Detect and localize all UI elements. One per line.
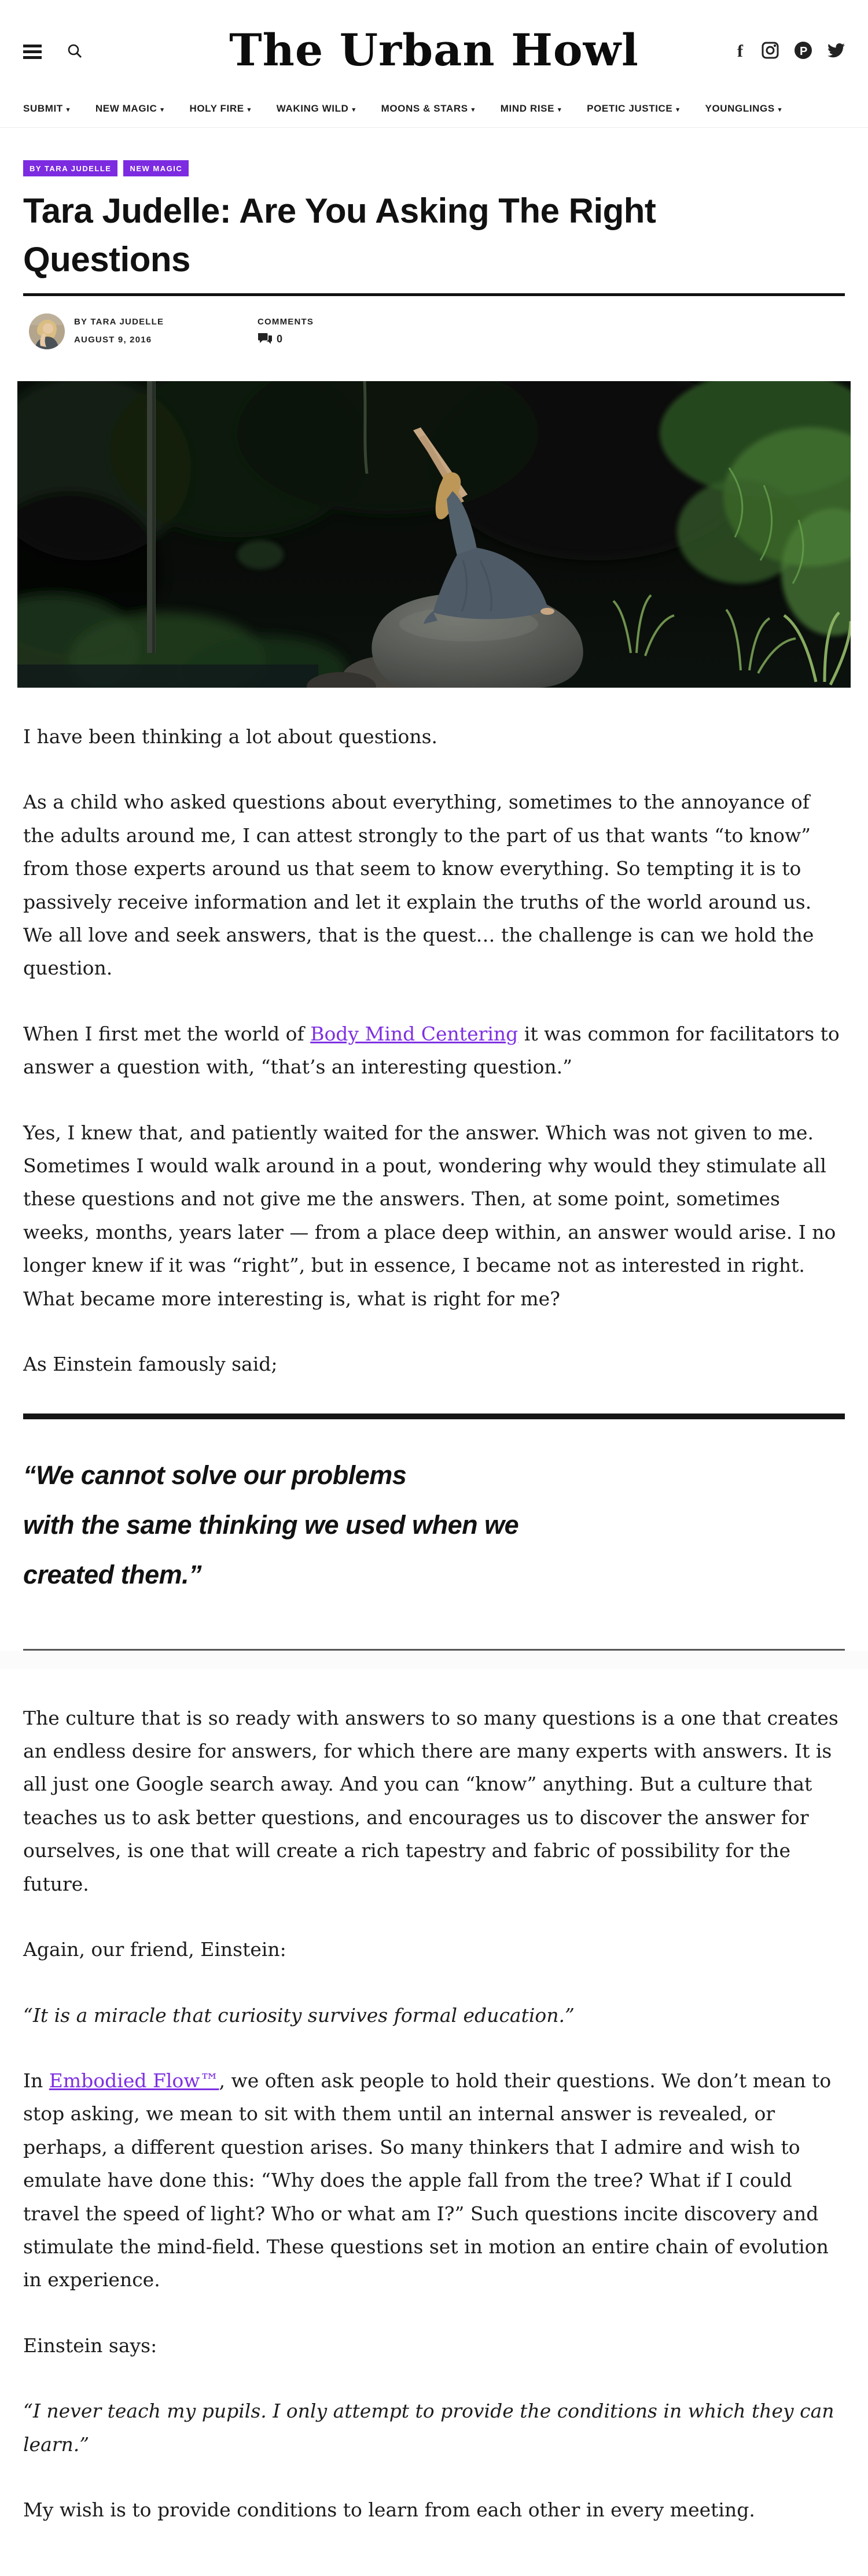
paragraph: I have been thinking a lot about questions. [23,725,437,748]
pull-quote-line: with the same thinking we used when we [23,1510,519,1540]
chevron-down-icon: ▾ [778,106,782,113]
pinterest-icon[interactable] [794,41,812,62]
chevron-down-icon: ▾ [352,106,356,113]
byline-author[interactable]: BY TARA JUDELLE [74,317,164,327]
body-mind-centering-link[interactable]: Body Mind Centering [310,1022,518,1045]
paragraph: Einstein says: [23,2334,157,2357]
instagram-icon[interactable] [762,42,779,62]
avatar[interactable] [29,313,65,349]
social-links [736,41,845,62]
paragraph: Again, our friend, Einstein: [23,1938,286,1961]
paragraph: My wish is to provide conditions to learn from each other in every meeting. [23,2498,755,2521]
badges [23,160,845,176]
pull-quote [23,1414,845,1651]
paragraph: In Embodied Flow™, we often ask people to hold their questions. We don’t mean to stop asking, we mean to sit with them until an internal answer is revealed, or perhaps, a different question arises. So many thinkers that I admire and wish to emulate have done this: “Why does the apple fall from the tree? What if I could travel the speed of light? Who or what am I?” Such questions incite discovery and stimulate the mind-field. These questions set in motion an entire chain of evolution in experience. [23,2069,832,2291]
site-header [0,0,868,103]
svg-text:P: P [800,45,808,58]
site-logo[interactable]: The Urban Howl [229,24,639,76]
comments-label: COMMENTS [258,317,314,327]
twitter-icon[interactable] [827,42,845,62]
comments-count: 0 [277,333,283,345]
article [0,160,868,2576]
paragraph: The culture that is so ready with answers to so many questions is a one that creates an endless desire for answers, for which there are many experts with answers. It is all just one Google search away. And you can “know” anything. But a culture that teaches us to ask better questions, and encourages us to discover the answer for ourselves, is one that will create a rich tapestry and fabric of possibility for the future. [23,1706,838,1895]
post-body [23,720,845,1381]
paragraph: As Einstein famously said; [23,1353,278,1376]
post-body-continued [23,1702,845,2527]
comments-block [258,317,314,345]
byline-date: AUGUST 9, 2016 [74,335,152,345]
chevron-down-icon: ▾ [66,106,70,113]
paragraph: Yes, I knew that, and patiently waited for the answer. Which was not given to me. Sometimes I would walk around in a pout, wondering why would they stimulate all these questions and not give me the answers. Then, at some point, sometimes weeks, months, years later — from a place deep within, an answer would arise. I no longer knew if it was “right”, but in essence, I became not as interested in right. What became more interesting is, what is right for me? [23,1121,836,1310]
nav-item-moons-stars[interactable]: MOONS & STARS ▾ [381,103,475,114]
page-title: Tara Judelle: Are You Asking The Right Questions [23,191,656,279]
inline-quote: “It is a miracle that curiosity survives formal education.” [23,2003,575,2027]
chevron-down-icon: ▾ [471,106,475,113]
badge-category[interactable]: NEW MAGIC [123,160,189,176]
svg-text:f: f [737,41,743,59]
nav-item-new-magic[interactable]: NEW MAGIC ▾ [95,103,164,114]
nav-item-mind-rise[interactable]: MIND RISE ▾ [500,103,562,114]
chevron-down-icon: ▾ [247,106,251,113]
nav-item-submit[interactable]: SUBMIT ▾ [23,103,70,114]
nav-item-holy-fire[interactable]: HOLY FIRE ▾ [189,103,251,114]
comments-link[interactable] [258,333,314,345]
chevron-down-icon: ▾ [558,106,562,113]
nav-item-waking-wild[interactable]: WAKING WILD ▾ [276,103,356,114]
nav-item-younglings[interactable]: YOUNGLINGS ▾ [705,103,782,114]
chevron-down-icon: ▾ [160,106,164,113]
inline-quote: “I never teach my pupils. I only attempt to provide the conditions in which they can learn.” [23,2400,834,2456]
byline [23,313,845,355]
title-rule [23,293,845,296]
hero-image [17,381,851,688]
end-padding [23,2559,845,2576]
paragraph: As a child who asked questions about everything, sometimes to the annoyance of the adults around me, I can attest strongly to the part of us that wants “to know” from those experts around us that seem to know everything. So tempting it is to passively receive information and let it explain the truths of the world around us. We all love and seek answers, that is the quest… the challenge is can we hold the question. [23,791,814,980]
nav-item-poetic-justice[interactable]: POETIC JUSTICE ▾ [587,103,680,114]
main-nav [0,103,868,128]
paragraph: When I first met the world of Body Mind Centering it was common for facilitators to answer a question with, “that’s an interesting question.” [23,1022,840,1079]
section-divider-band [0,1651,868,1669]
comment-icon [258,333,273,345]
badge-author[interactable]: BY TARA JUDELLE [23,160,117,176]
facebook-icon[interactable] [736,42,746,62]
pull-quote-line: created them.” [23,1560,202,1590]
chevron-down-icon: ▾ [676,106,680,113]
pull-quote-line: “We cannot solve our problems [23,1460,407,1490]
embodied-flow-link[interactable]: Embodied Flow™ [49,2069,219,2092]
